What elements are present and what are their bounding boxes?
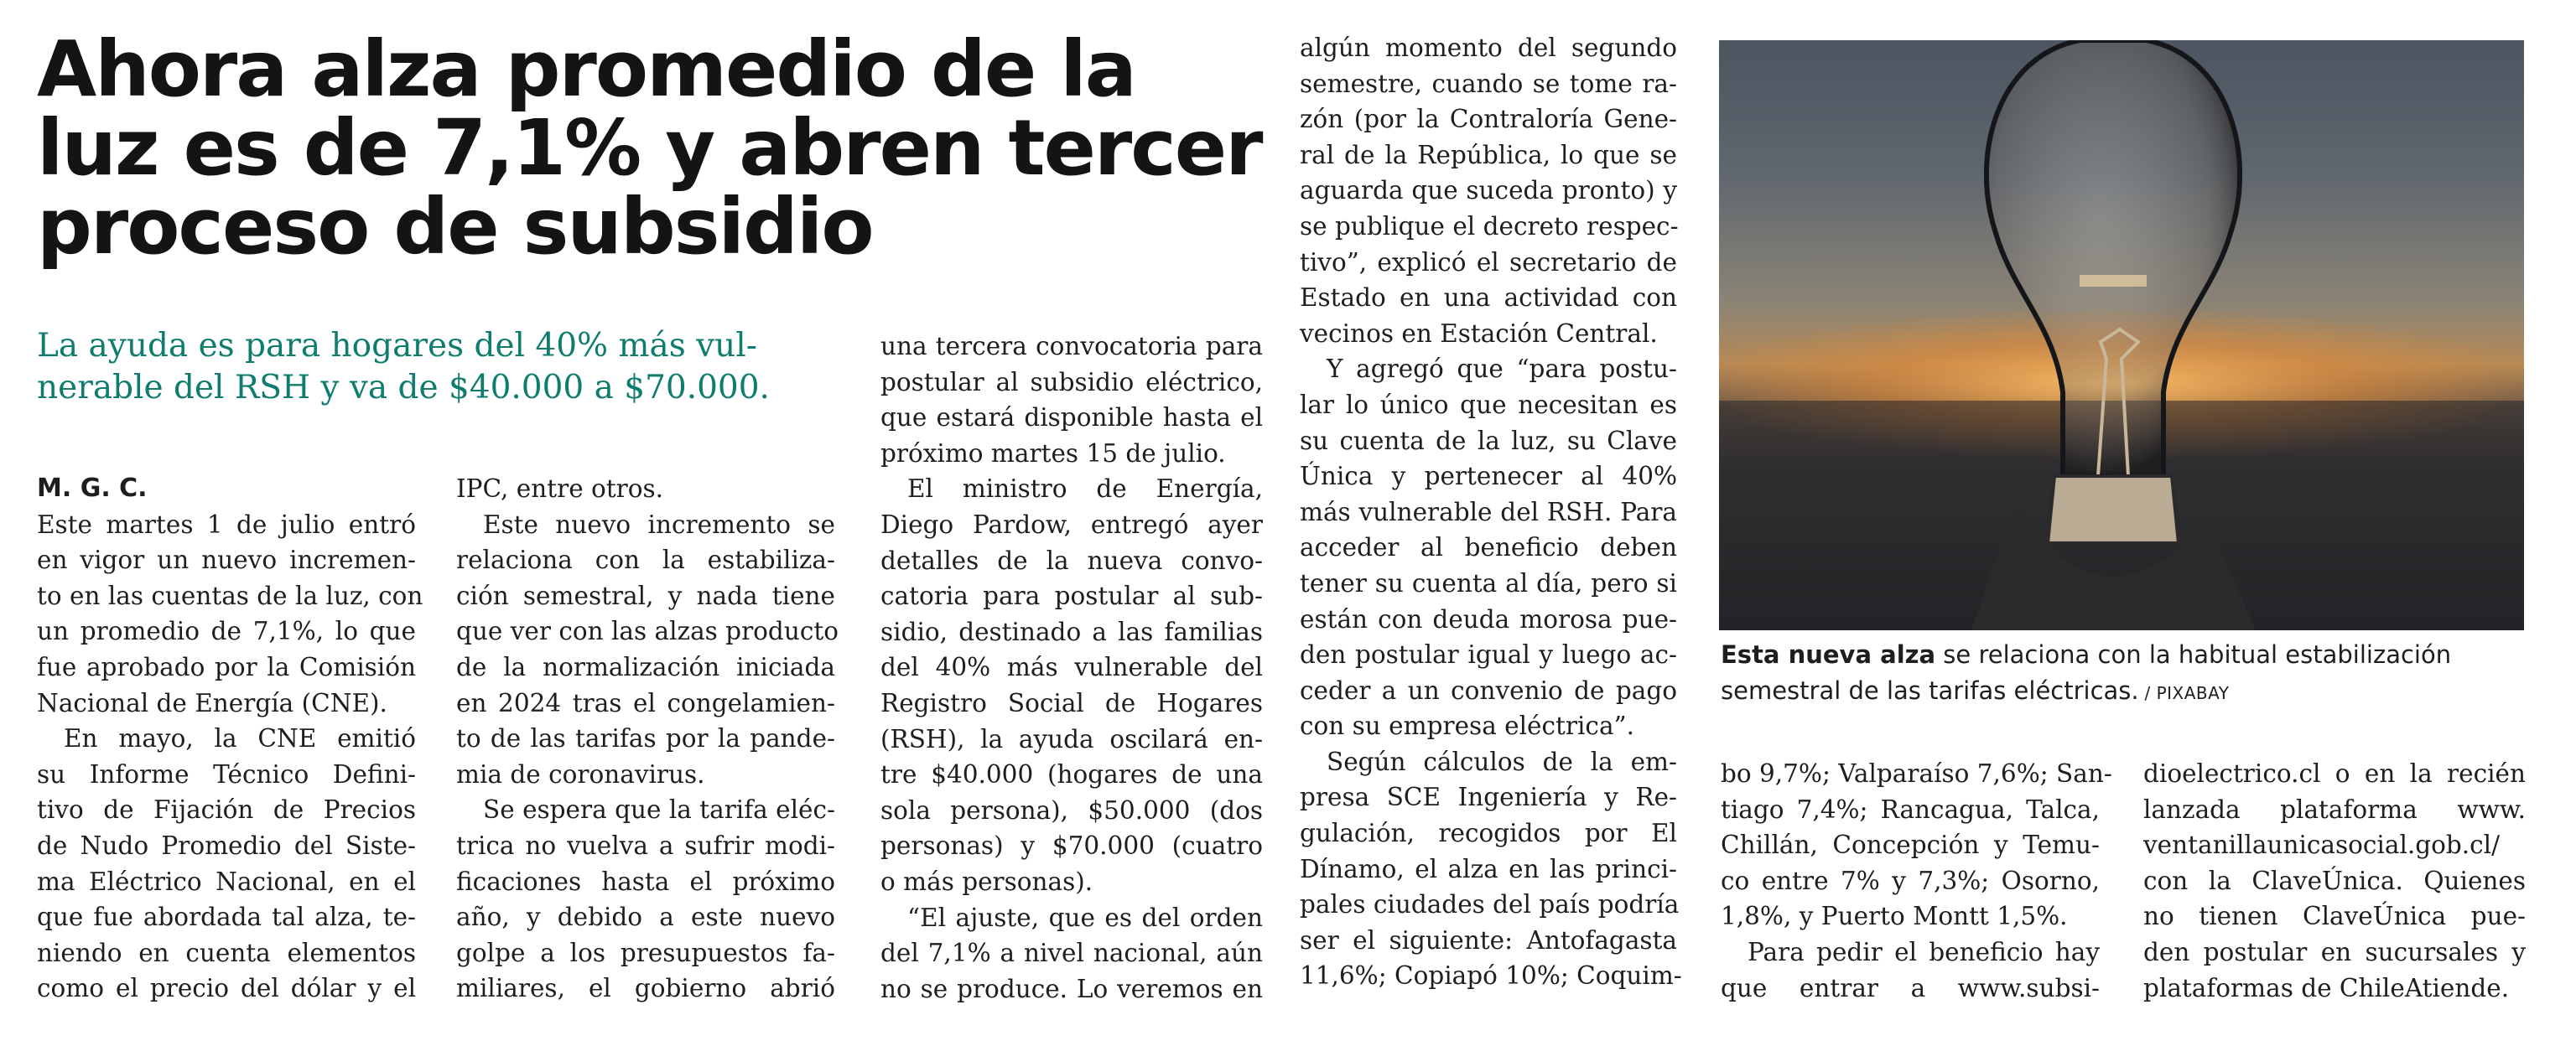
text-line: 11,6%; Copiapó 10%; Coquim-: [1300, 961, 1682, 991]
text-line: Diego Pardow, entregó ayer: [880, 510, 1263, 539]
text-line: den postular igual y luego ac-: [1300, 640, 1677, 670]
text-line: que ver con las alzas producto: [456, 617, 839, 646]
text-line: trica no vuelva a sufrir modi-: [456, 831, 835, 860]
text-line: tivo de Fijación de Precios: [37, 795, 416, 825]
caption-text: se relaciona con la habitual estabilización: [1935, 640, 2452, 669]
text-line: se publique el decreto respec-: [1300, 211, 1679, 241]
text-line: pales ciudades del país podría: [1300, 890, 1680, 919]
article-column-4: [1300, 30, 1682, 994]
lightbulb-image: [1719, 40, 2524, 630]
text-line: bo 9,7%; Valparaíso 7,6%; San-: [1721, 759, 2112, 788]
text-line: Para pedir el beneficio hay: [1748, 937, 2100, 966]
text-line: Chillán, Concepción y Temu-: [1721, 831, 2100, 860]
text-line: ser el siguiente: Antofagasta: [1300, 925, 1677, 955]
text-line: ventanillaunicasocial.gob.cl/: [2143, 831, 2501, 860]
text-line: que estará disponible hasta el: [880, 403, 1263, 432]
text-line: presa SCE Ingeniería y Re-: [1300, 783, 1677, 812]
text-line: Y agregó que “para postu-: [1327, 355, 1677, 384]
text-line: ma Eléctrico Nacional, en el: [37, 867, 416, 896]
text-line: Se espera que la tarifa eléc-: [483, 795, 835, 825]
deck-line: nerable del RSH y va de $40.000 a $70.000.: [37, 369, 770, 406]
text-line: tener su cuenta al día, pero si: [1300, 568, 1677, 598]
text-line: año, y debido a este nuevo: [456, 903, 835, 932]
article-column-1: [37, 471, 423, 1007]
text-line: del 40% más vulnerable del: [880, 653, 1263, 682]
deck: [37, 325, 842, 409]
text-line: tiago 7,4%; Rancagua, Talca,: [1721, 795, 2100, 824]
text-line: no tienen ClaveÚnica pue-: [2143, 902, 2526, 931]
text-line: postular al subsidio eléctrico,: [880, 367, 1263, 396]
text-line: ficaciones hasta el próximo: [456, 867, 835, 896]
headline-line: Ahora alza promedio de la: [37, 24, 1135, 114]
text-line: están con deuda morosa pue-: [1300, 604, 1677, 634]
text-line: lar lo único que necesitan es: [1300, 390, 1677, 419]
text-line: tivo”, explicó el secretario de: [1300, 247, 1677, 277]
text-line: Este nuevo incremento se: [483, 510, 835, 539]
text-line: un promedio de 7,1%, lo que: [37, 617, 416, 646]
text-line: dioelectrico.cl o en la recién: [2143, 759, 2526, 788]
text-line: detalles de la nueva convo-: [880, 546, 1263, 575]
text-line: ceder a un convenio de pago: [1300, 676, 1677, 705]
text-line: tre $40.000 (hogares de una: [880, 760, 1263, 790]
caption-line: [1721, 673, 2526, 712]
text-line: catoria para postular al sub-: [880, 582, 1263, 611]
text-line: El ministro de Energía,: [907, 474, 1263, 504]
text-line: con su empresa eléctrica”.: [1300, 712, 1634, 741]
text-line: que fue abordada tal alza, te-: [37, 903, 416, 932]
caption-line: [1721, 637, 2526, 673]
text-line: golpe a los presupuestos fa-: [456, 938, 835, 967]
text-line: Según cálculos de la em-: [1327, 747, 1677, 776]
text-line: de la normalización iniciada: [456, 652, 835, 681]
article-column-2: [456, 471, 839, 1007]
text-line: Estado en una actividad con: [1300, 283, 1677, 313]
text-line: como el precio del dólar y el: [37, 974, 416, 1003]
text-line: ción semestral, y nada tiene: [456, 581, 835, 610]
text-line: semestre, cuando se tome ra-: [1300, 69, 1677, 98]
text-line: su cuenta de la luz, su Clave: [1300, 426, 1677, 455]
text-line: plataformas de ChileAtiende.: [2143, 973, 2510, 1002]
text-line: en vigor un nuevo incremen-: [37, 546, 416, 575]
text-line: Dínamo, el alza en las princi-: [1300, 854, 1677, 883]
text-line: co entre 7% y 7,3%; Osorno,: [1721, 866, 2100, 895]
photo-credit: / PIXABAY: [2138, 683, 2230, 703]
text-line: fue aprobado por la Comisión: [37, 652, 416, 681]
text-line: una tercera convocatoria para: [880, 332, 1263, 360]
text-line: mia de coronavirus.: [456, 759, 705, 789]
text-line: personas) y $70.000 (cuatro: [880, 831, 1263, 861]
text-line: En mayo, la CNE emitió: [64, 724, 416, 753]
text-line: de Nudo Promedio del Siste-: [37, 831, 416, 860]
text-line: no se produce. Lo veremos en: [880, 974, 1263, 1003]
text-line: aguarda que suceda pronto) y: [1300, 176, 1677, 205]
text-line: to de las tarifas por la pande-: [456, 724, 835, 753]
text-line: algún momento del segundo: [1300, 34, 1677, 62]
text-line: Este martes 1 de julio entró: [37, 510, 416, 539]
lightbulb-photo: [1719, 40, 2524, 630]
photo-caption: [1721, 637, 2526, 712]
text-line: zón (por la Contraloría Gene-: [1300, 105, 1677, 134]
article-column-3: [880, 329, 1263, 1007]
text-line: niendo en cuenta elementos: [37, 938, 416, 967]
text-line: del 7,1% a nivel nacional, aún: [880, 939, 1263, 968]
caption-text: semestral de las tarifas eléctricas.: [1721, 676, 2139, 705]
text-line: próximo martes 15 de julio.: [880, 438, 1226, 468]
text-line: con la ClaveÚnica. Quienes: [2143, 866, 2526, 895]
text-line: to en las cuentas de la luz, con: [37, 581, 423, 610]
text-line: más vulnerable del RSH. Para: [1300, 497, 1677, 526]
text-line: relaciona con la estabiliza-: [456, 546, 835, 575]
text-line: acceder al beneficio deben: [1300, 533, 1677, 562]
text-line: IPC, entre otros.: [456, 474, 664, 503]
byline: M. G. C.: [37, 474, 148, 503]
text-line: 1,8%, y Puerto Montt 1,5%.: [1721, 902, 2068, 931]
text-line: Registro Social de Hogares: [880, 688, 1263, 717]
text-line: gulación, recogidos por El: [1300, 819, 1677, 848]
headline: [37, 24, 1278, 272]
text-line: Nacional de Energía (CNE).: [37, 688, 387, 717]
text-line: sidio, destinado a las familias: [880, 617, 1263, 646]
text-line: (RSH), la ayuda oscilará en-: [880, 724, 1263, 753]
text-line: que entrar a www.subsi-: [1721, 973, 2100, 1002]
caption-lead: Esta nueva alza: [1721, 640, 1936, 669]
article-column-6: [2143, 756, 2526, 1006]
text-line: “El ajuste, que es del orden: [907, 903, 1263, 932]
text-line: vecinos en Estación Central.: [1300, 318, 1658, 348]
text-line: sola persona), $50.000 (dos: [880, 795, 1263, 825]
deck-line: La ayuda es para hogares del 40% más vul-: [37, 327, 757, 365]
article-column-5: [1721, 756, 2112, 1006]
text-line: miliares, el gobierno abrió: [456, 974, 835, 1003]
headline-line: proceso de subsidio: [37, 182, 873, 272]
headline-line: luz es de 7,1% y abren tercer: [37, 103, 1262, 193]
text-line: lanzada plataforma www.: [2143, 795, 2526, 824]
text-line: su Informe Técnico Defini-: [37, 759, 416, 789]
text-line: ral de la República, lo que se: [1300, 140, 1677, 169]
text-line: o más personas).: [880, 867, 1093, 896]
text-line: Única y pertenecer al 40%: [1300, 462, 1677, 491]
text-line: en 2024 tras el congelamien-: [456, 688, 835, 717]
text-line: den postular en sucursales y: [2143, 937, 2526, 966]
